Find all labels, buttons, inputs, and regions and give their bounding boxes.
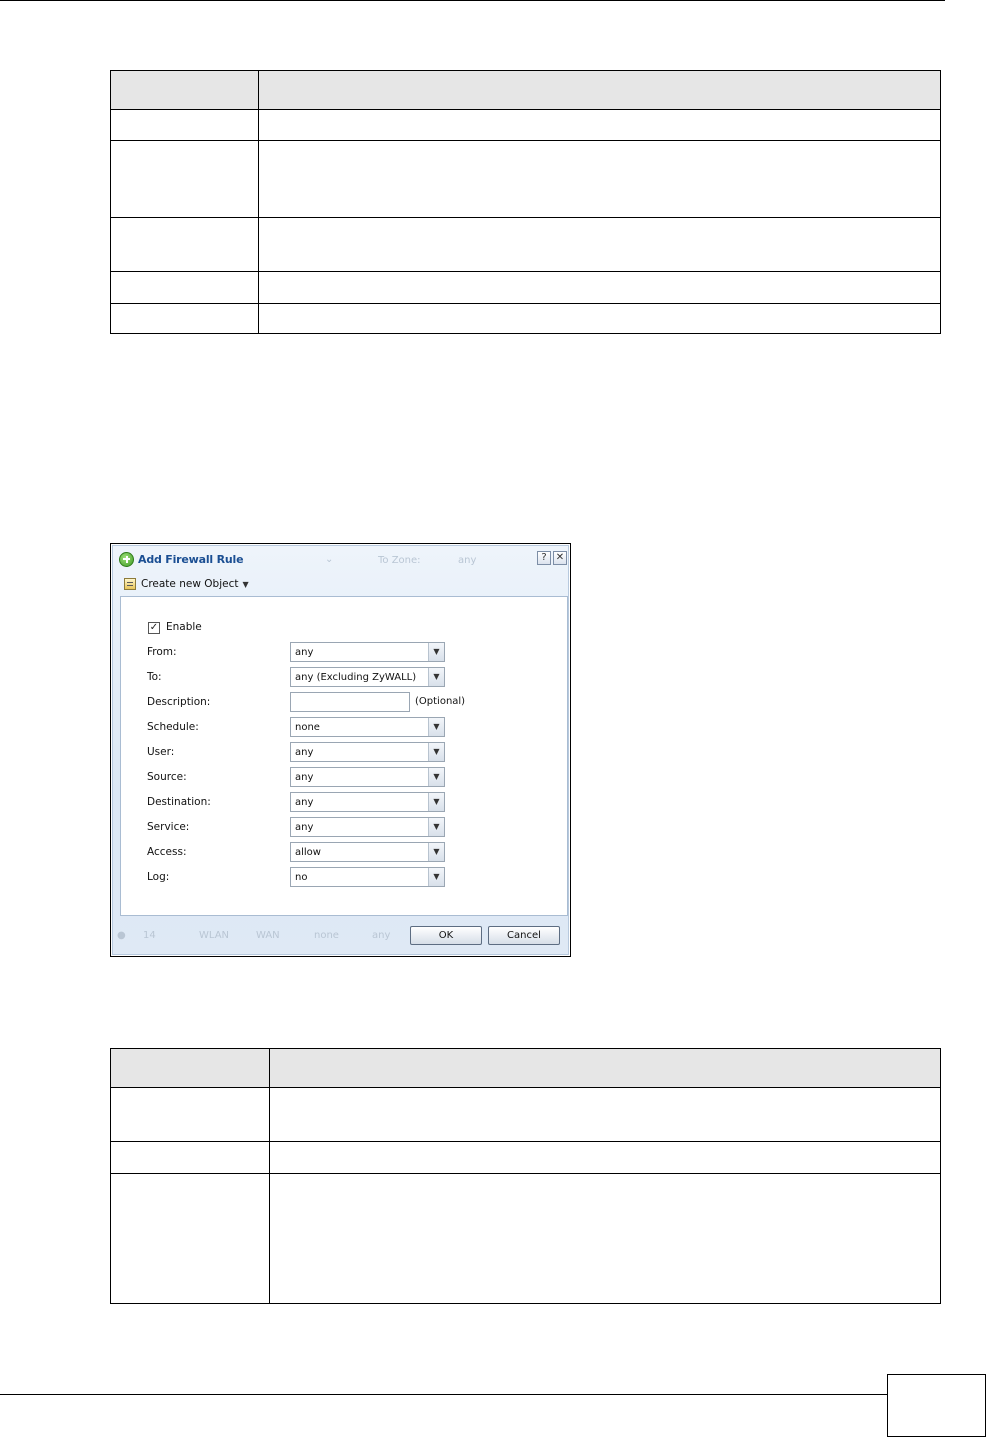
service-label: Service: [147,821,190,833]
chevron-down-icon[interactable]: ▼ [428,793,444,811]
ghost-bulb-icon: ● [117,930,126,941]
ghost-row-number: 14 [143,930,156,941]
description-label: Description: [147,696,211,708]
source-label: Source: [147,771,187,783]
from-label: From: [147,646,177,658]
to-select[interactable] [290,667,445,687]
field-table-bottom [110,1048,941,1304]
to-label: To: [147,671,162,683]
user-value: any [295,747,314,758]
chevron-down-icon[interactable]: ▼ [428,718,444,736]
chevron-down-icon[interactable]: ▼ [428,843,444,861]
ghost-chevron: ⌄ [325,554,334,565]
help-button[interactable] [537,551,551,565]
table-cell [270,1088,941,1142]
log-value: no [295,872,308,883]
ghost-row-schedule: none [314,930,339,941]
access-value: allow [295,847,321,858]
schedule-label: Schedule: [147,721,199,733]
add-firewall-rule-dialog [110,543,571,957]
table-cell [259,272,941,304]
dialog-title: Add Firewall Rule [138,552,244,566]
ghost-row-user: any [372,930,391,941]
ok-button[interactable]: OK [410,926,482,945]
chevron-down-icon[interactable]: ▼ [428,743,444,761]
rule-form-panel [120,596,568,916]
table-header-description [259,71,941,110]
table-cell [111,110,259,141]
chevron-down-icon[interactable]: ▼ [242,579,249,589]
close-icon: ✕ [555,552,565,563]
table-cell [111,141,259,218]
create-new-object-menu[interactable]: Create new Object [141,578,239,590]
destination-value: any [295,797,314,808]
table-cell [111,272,259,304]
dialog-titlebar [119,550,243,568]
chevron-down-icon[interactable]: ▼ [428,768,444,786]
source-value: any [295,772,314,783]
to-value: any (Excluding ZyWALL) [295,672,417,683]
from-select[interactable] [290,642,445,662]
add-icon [119,552,134,567]
help-icon: ? [541,552,547,563]
table-cell [259,218,941,272]
table-header-label [111,71,259,110]
table-cell [111,1088,270,1142]
description-input[interactable] [290,692,410,712]
page-header-rule [0,0,945,1]
enable-checkbox[interactable] [148,622,160,634]
table-cell [259,141,941,218]
from-value: any [295,647,314,658]
close-button[interactable] [553,551,567,565]
cancel-button[interactable]: Cancel [488,926,560,945]
dialog-frame [112,545,569,955]
user-select[interactable] [290,742,445,762]
chevron-down-icon[interactable]: ▼ [428,868,444,886]
table-cell [111,1174,270,1304]
table-cell [111,218,259,272]
schedule-select[interactable] [290,717,445,737]
table-cell [259,110,941,141]
source-select[interactable] [290,767,445,787]
schedule-value: none [295,722,320,733]
ghost-row-from: WLAN [199,930,230,941]
field-table-top [110,70,941,334]
description-hint: (Optional) [415,696,466,707]
log-label: Log: [147,871,170,883]
ghost-row-to: WAN [256,930,280,941]
enable-label: Enable [166,621,202,633]
table-cell [270,1174,941,1304]
access-select[interactable] [290,842,445,862]
chevron-down-icon[interactable]: ▼ [428,643,444,661]
table-cell [111,304,259,334]
service-value: any [295,822,314,833]
log-select[interactable] [290,867,445,887]
table-cell [270,1142,941,1174]
ghost-to-zone-label: To Zone: [378,555,421,566]
table-cell [111,1142,270,1174]
table-cell [259,304,941,334]
chevron-down-icon[interactable]: ▼ [428,818,444,836]
check-icon: ✓ [149,622,159,633]
destination-select[interactable] [290,792,445,812]
ghost-to-zone-value: any [458,555,477,566]
object-icon [124,578,136,590]
page-footer-rule [0,1394,887,1395]
service-select[interactable] [290,817,445,837]
page-number-box [887,1374,986,1437]
destination-label: Destination: [147,796,211,808]
table-header-label [111,1049,270,1088]
chevron-down-icon[interactable]: ▼ [428,668,444,686]
dialog-toolbar [120,573,563,595]
access-label: Access: [147,846,187,858]
table-header-description [270,1049,941,1088]
user-label: User: [147,746,175,758]
